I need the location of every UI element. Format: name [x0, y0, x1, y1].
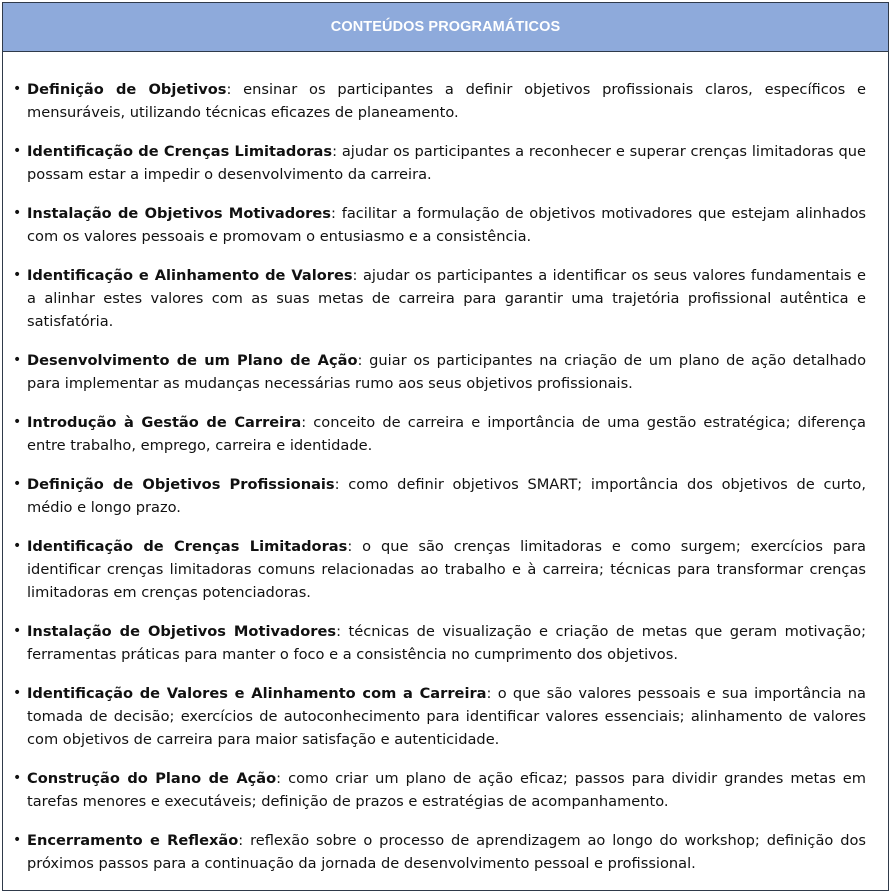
bullet-icon: • — [13, 832, 22, 848]
item-description: : conceito de carreira e importância de uma gestão estratégica; diferença entre trabalho, emprego, carreira e identidade. — [27, 414, 866, 454]
bullet-icon: • — [13, 143, 22, 159]
bullet-icon: • — [13, 352, 22, 368]
item-term: Instalação de Objetivos Motivadores — [27, 623, 337, 640]
item-description: : o que são valores pessoais e sua importância na tomada de decisão; exercícios de autoconhecimento para identificar valores essenciais; alinhamento de valores com objetivos de carreira para maior satisfação e autenticidade. — [27, 685, 867, 748]
item-description: : como criar um plano de ação eficaz; passos para dividir grandes metas em tarefas menores e executáveis; definição de prazos e estratégias de acompanhamento. — [27, 770, 866, 810]
item-term: Definição de Objetivos — [27, 81, 227, 98]
item-description: : guiar os participantes na criação de um plano de ação detalhado para implementar as mudanças necessárias rumo aos seus objetivos profissionais. — [27, 352, 866, 392]
bullet-icon: • — [13, 685, 22, 701]
item-description: : ajudar os participantes a identificar os seus valores fundamentais e a alinhar estes valores com as suas metas de carreira para garantir uma trajetória profissional autêntica e satisfatória. — [27, 267, 867, 330]
list-item-text — [27, 140, 866, 186]
list-item-text — [27, 682, 866, 751]
list-item-text — [27, 349, 866, 395]
list-item — [13, 620, 866, 666]
list-item — [13, 829, 866, 875]
topic-list — [3, 52, 888, 875]
list-item-text — [27, 829, 866, 875]
item-description: : ajudar os participantes a reconhecer e superar crenças limitadoras que possam estar a impedir o desenvolvimento da carreira. — [27, 143, 866, 183]
bullet-icon: • — [13, 770, 22, 786]
list-item — [13, 535, 866, 604]
list-item — [13, 767, 866, 813]
panel-title: CONTEÚDOS PROGRAMÁTICOS — [330, 19, 561, 35]
list-item-text — [27, 202, 866, 248]
item-term: Definição de Objetivos Profissionais — [27, 476, 335, 493]
list-item — [13, 349, 866, 395]
bullet-icon: • — [13, 538, 22, 554]
list-item-text — [27, 620, 866, 666]
item-term: Identificação e Alinhamento de Valores — [27, 267, 353, 284]
list-item-text — [27, 473, 866, 519]
item-term: Encerramento e Reflexão — [27, 832, 239, 849]
item-term: Construção do Plano de Ação — [27, 770, 277, 787]
list-item — [13, 264, 866, 333]
bullet-icon: • — [13, 267, 22, 283]
bullet-icon: • — [13, 476, 22, 492]
item-description: : o que são crenças limitadoras e como surgem; exercícios para identificar crenças limitadoras comuns relacionadas ao trabalho e à carreira; técnicas para transformar crenças limitadoras em crenças potenciadoras. — [27, 538, 866, 601]
bullet-icon: • — [13, 205, 22, 221]
item-term: Instalação de Objetivos Motivadores — [27, 205, 331, 222]
item-description: : técnicas de visualização e criação de metas que geram motivação; ferramentas práticas para manter o foco e a consistência no cumprimento dos objetivos. — [27, 623, 866, 663]
bullet-icon: • — [13, 623, 22, 639]
list-item — [13, 140, 866, 186]
list-item-text — [27, 264, 866, 333]
item-description: : facilitar a formulação de objetivos motivadores que estejam alinhados com os valores pessoais e promovam o entusiasmo e a consistência. — [27, 205, 866, 245]
list-item-text — [27, 411, 866, 457]
item-term: Identificação de Crenças Limitadoras — [27, 143, 333, 160]
item-term: Identificação de Crenças Limitadoras — [27, 538, 348, 555]
item-term: Introdução à Gestão de Carreira — [27, 414, 302, 431]
item-description: : como definir objetivos SMART; importância dos objetivos de curto, médio e longo prazo. — [27, 476, 867, 516]
list-item-text — [27, 78, 866, 124]
list-item — [13, 473, 866, 519]
list-item — [13, 78, 866, 124]
bullet-icon: • — [13, 81, 22, 97]
list-item — [13, 202, 866, 248]
list-item-text — [27, 535, 866, 604]
item-term: Desenvolvimento de um Plano de Ação — [27, 352, 358, 369]
list-item — [13, 682, 866, 751]
item-description: : reflexão sobre o processo de aprendizagem ao longo do workshop; definição dos próximos passos para a continuação da jornada de desenvolvimento pessoal e profissional. — [27, 832, 866, 872]
bullet-icon: • — [13, 414, 22, 430]
content-panel — [2, 2, 889, 891]
item-term: Identificação de Valores e Alinhamento com a Carreira — [27, 685, 487, 702]
list-item-text — [27, 767, 866, 813]
panel-header — [3, 3, 888, 52]
item-description: : ensinar os participantes a definir objetivos profissionais claros, específicos e mensuráveis, utilizando técnicas eficazes de planeamento. — [27, 81, 866, 121]
list-item — [13, 411, 866, 457]
